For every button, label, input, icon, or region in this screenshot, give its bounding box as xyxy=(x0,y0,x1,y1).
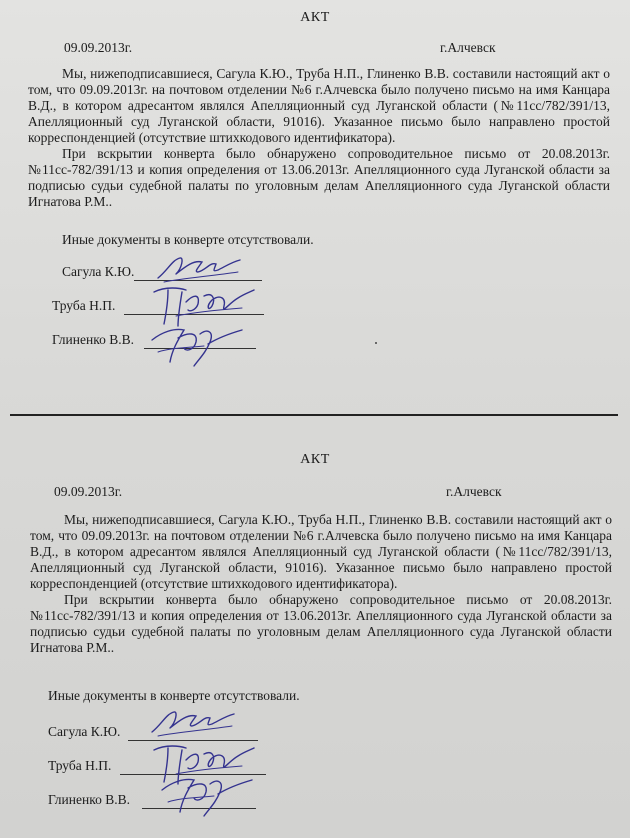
signature-mark xyxy=(148,318,248,370)
act-date: 09.09.2013г. xyxy=(54,484,123,499)
signatory-name: Глиненко В.В. xyxy=(52,332,134,347)
scan-speck xyxy=(375,342,377,344)
act-bottom xyxy=(0,440,630,838)
signature-mark xyxy=(158,768,258,820)
signature-mark xyxy=(148,706,238,740)
signatory-name: Глиненко В.В. xyxy=(48,792,130,807)
act-paragraph-2: При вскрытии конверта было обнаружено сопроводительное письмо от 20.08.2013г. №11сс-782/391/13 и копия определения от 13.06.2013г. Апелляционного суда Луганской области за подписью судьи судебной палаты по уголовным делам Апелляционного суда Луганской области Игнатова Р.М.. xyxy=(30,592,612,655)
act-body xyxy=(30,512,612,656)
signatory-name: Сагула К.Ю. xyxy=(48,724,121,739)
act-city: г.Алчевск xyxy=(446,484,502,499)
signatory-name: Труба Н.П. xyxy=(52,298,116,313)
act-note: Иные документы в конверте отсутствовали. xyxy=(62,232,314,247)
act-title: АКТ xyxy=(300,452,330,467)
act-paragraph-1: Мы, нижеподписавшиеся, Сагула К.Ю., Труба Н.П., Глиненко В.В. составили настоящий акт о том, что 09.09.2013г. на почтовом отделении №6 г.Алчевска было получено письмо на имя Канцара В.Д., в котором адресантом являлся Апелляционный суд Луганской области (№11сс/782/391/13, Апелляционный суд Луганской области, 91016). Указанное письмо было направлено простой корреспонденцией (отсутствие штихкодового идентификатора). xyxy=(28,66,610,145)
act-date: 09.09.2013г. xyxy=(64,40,133,55)
act-note: Иные документы в конверте отсутствовали. xyxy=(48,688,300,703)
signature-mark xyxy=(154,252,244,286)
signatory-name: Труба Н.П. xyxy=(48,758,112,773)
act-city: г.Алчевск xyxy=(440,40,496,55)
signatory-name: Сагула К.Ю. xyxy=(62,264,135,279)
act-body xyxy=(28,66,610,210)
act-paragraph-2: При вскрытии конверта было обнаружено сопроводительное письмо от 20.08.2013г. №11сс-782/391/13 и копия определения от 13.06.2013г. Апелляционного суда Луганской области за подписью судьи судебной палаты по уголовным делам Апелляционного суда Луганской области Игнатова Р.М.. xyxy=(28,146,610,209)
signature-row xyxy=(52,324,312,358)
act-paragraph-1: Мы, нижеподписавшиеся, Сагула К.Ю., Труба Н.П., Глиненко В.В. составили настоящий акт о том, что 09.09.2013г. на почтовом отделении №6 г.Алчевска было получено письмо на имя Канцара В.Д., в котором адресантом являлся Апелляционный суд Луганской области (№11сс/782/391/13, Апелляционный суд Луганской области, 91016). Указанное письмо было направлено простой корреспонденцией (отсутствие штихкодового идентификатора). xyxy=(30,512,612,591)
act-title: АКТ xyxy=(300,10,330,25)
signature-row xyxy=(48,784,308,818)
cut-line xyxy=(10,414,618,416)
act-top xyxy=(0,0,630,400)
